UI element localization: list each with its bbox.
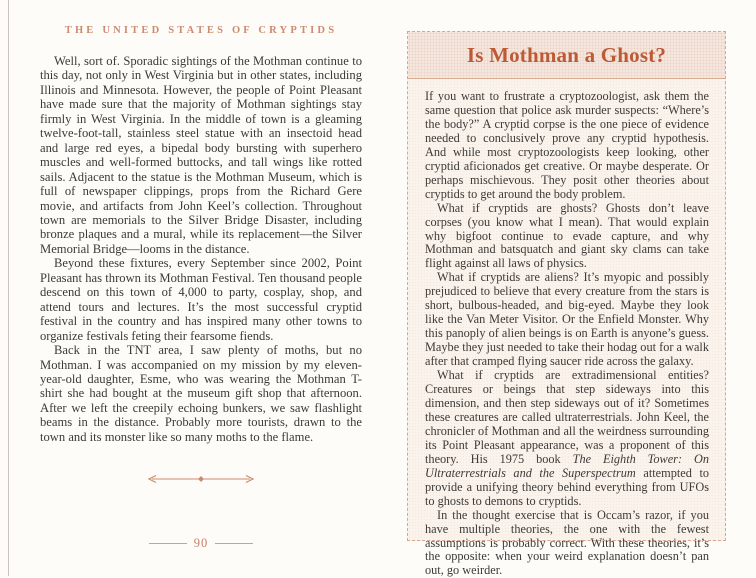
book-title: The Eighth Tower: On Ultraterrestrials and the Superspectrum — [425, 451, 709, 480]
paragraph: Well, sort of. Sporadic sightings of the Mothman continue to this day, not only in West Virginia but in other states, including Illinois and Minnesota. However, the people of Point Pleasant have made sure that the majority of Mothman sightings stay firmly in West Virginia. In the middle of town is a gleaming twelve-foot-tall, stainless steel statue with an insectoid head and large red eyes, a bipedal body bursting with superhero muscles and well-formed buttocks, and tall wings like rotted sails. Adjacent to the statue is the Mothman Museum, which is full of newspaper clippings, props from the Richard Gere movie, and artifacts from John Keel’s collection. Throughout town are memorials to the Silver Bridge Disaster, including bronze plaques and a mural, while its replacement—the Silver Memorial Bridge—looms in the distance. — [40, 54, 362, 256]
paragraph: What if cryptids are aliens? It’s myopic and possibly prejudiced to believe that every creature from the stars is short, bulbous-headed, and big-eyed. Maybe they look like the Van Meter Visitor. Or the Enfield Monster. Why this panoply of alien beings is on Earth is anyone’s guess. Maybe they just needed to take their hodag out for a walk after that cramped flying saucer ride across the galaxy. — [425, 270, 709, 369]
footer-rule-right — [215, 543, 253, 544]
sidebar-box — [407, 31, 726, 578]
paragraph: What if cryptids are ghosts? Ghosts don’t leave corpses (you know what I mean). That would explain why bigfoot continue to evade capture, and why Mothman and batsquatch and giant sky clams can take flight against all laws of physics. — [425, 200, 709, 271]
page-number: 90 — [193, 536, 209, 550]
divider-arrow-icon — [145, 474, 257, 484]
paragraph: Back in the TNT area, I saw plenty of moths, but no Mothman. I was accompanied on my mission by my eleven-year-old daughter, Esme, who was wearing the Mothman T-shirt she had bought at the museum gift shop that afternoon. After we left the creepily echoing bunkers, we saw flashlight beams in the distance. Probably more tourists, drawn to the town and its monster like so many moths to the flame. — [40, 343, 362, 444]
paragraph-text: attempted to provide a unifying theory behind everything from UFOs to ghosts to demons to cryptids. — [425, 465, 710, 508]
sidebar-title-band — [408, 32, 725, 79]
section-divider — [40, 471, 362, 489]
page-footer — [40, 536, 362, 551]
paragraph-text: What if cryptids are extradimensional entities? Creatures or beings that step sideways into this dimension, and then step sideways out of it? Sometimes these creatures are called ultraterrestrials. John Keel, the chronicler of Mothman and all the weirdness surrounding its Point Pleasant appearance, was a proponent of this theory. His 1975 book — [425, 368, 709, 466]
paragraph: If you want to frustrate a cryptozoologist, ask them the same question that police ask murder suspects: “Where’s the body?” A cryptid corpse is the one piece of evidence needed to conclusively prove any cryptid hypothesis. And while most cryptozoologists keep looking, other cryptid aficionados get creative. Or maybe desperate. Or perhaps mischievous. They posit other theories about cryptids to get around the body problem. — [425, 89, 709, 201]
left-page — [40, 0, 362, 576]
sidebar-title: Is Mothman a Ghost? — [466, 42, 667, 67]
paragraph: In the thought exercise that is Occam’s razor, if you have multiple theories, the one with the fewest assumptions is probably correct. With these theories, it’s the opposite: when your weird explanation doesn’t pan out, go weirder. — [425, 507, 709, 578]
paragraph — [425, 369, 709, 509]
sidebar-body — [408, 79, 725, 578]
left-page-body — [40, 54, 362, 444]
running-header: THE UNITED STATES OF CRYPTIDS — [64, 25, 338, 36]
right-page — [380, 0, 756, 576]
footer-rule-left — [149, 543, 187, 544]
paragraph: Beyond these fixtures, every September since 2002, Point Pleasant has thrown its Mothman Festival. Ten thousand people descend on this town of 4,000 to party, cosplay, shop, and attend tours and lectures. It’s the most successful cryptid festival in the country and has inspired many other towns to organize festivals feting their fearsome fiends. — [40, 256, 362, 343]
page-edge-line — [8, 0, 9, 576]
